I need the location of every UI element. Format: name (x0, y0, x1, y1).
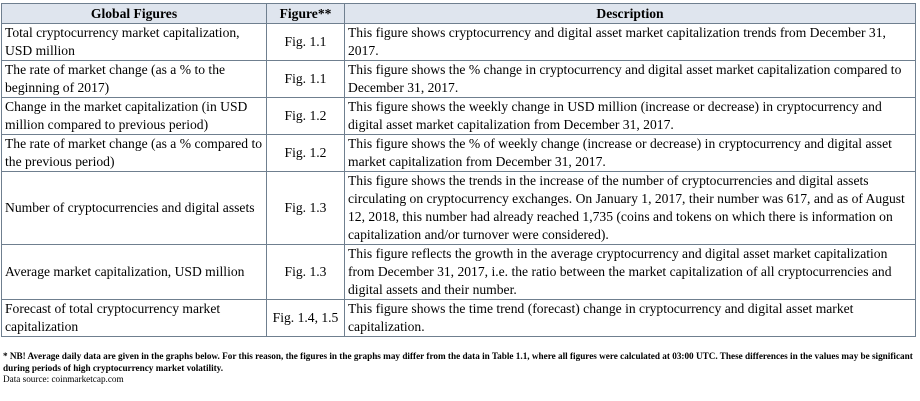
table-row (2, 172, 916, 245)
figure-ref-cell: Fig. 1.1 (267, 61, 345, 98)
description-cell: This figure shows the % change in cryptocurrency and digital asset market capitalization compared to December 31, 2017. (345, 61, 916, 98)
figure-name-cell: Total cryptocurrency market capitalization, USD million (2, 24, 267, 61)
figure-name-cell: Forecast of total cryptocurrency market capitalization (2, 300, 267, 337)
table-row (2, 135, 916, 172)
description-cell: This figure shows the time trend (forecast) change in cryptocurrency and digital asset market capitalization. (345, 300, 916, 337)
figure-ref-cell: Fig. 1.1 (267, 24, 345, 61)
volatility-note: * NB! Average daily data are given in the graphs below. For this reason, the figures in the graphs may differ from the data in Table 1.1, where all figures were calculated at 03:00 UTC. These differences in the values may be significant during periods of high cryptocurrency market volatility. (3, 351, 913, 373)
figure-name-cell: The rate of market change (as a % to the beginning of 2017) (2, 61, 267, 98)
figure-name-cell: Change in the market capitalization (in USD million compared to previous period) (2, 98, 267, 135)
figures-table (1, 3, 916, 337)
figure-ref-cell: Fig. 1.2 (267, 135, 345, 172)
table-row (2, 300, 916, 337)
table-row (2, 98, 916, 135)
figure-ref-cell: Fig. 1.4, 1.5 (267, 300, 345, 337)
description-cell: This figure shows the % of weekly change (increase or decrease) in cryptocurrency and digital asset market capitalization from December 31, 2017. (345, 135, 916, 172)
footnotes (3, 351, 915, 386)
figure-name-cell: The rate of market change (as a % compared to the previous period) (2, 135, 267, 172)
figure-ref-cell: Fig. 1.3 (267, 172, 345, 245)
description-cell: This figure shows cryptocurrency and digital asset market capitalization trends from December 31, 2017. (345, 24, 916, 61)
table-row (2, 61, 916, 98)
header-global-figures: Global Figures (2, 4, 267, 24)
description-cell: This figure shows the trends in the increase of the number of cryptocurrencies and digital assets circulating on cryptocurrency exchanges. On January 1, 2017, their number was 617, and as of August 12, 2018, this number had already reached 1,735 (coins and tokens on which there is information on capitalization and/or turnover were considered). (345, 172, 916, 245)
figure-ref-cell: Fig. 1.2 (267, 98, 345, 135)
table-header-row (2, 4, 916, 24)
header-description: Description (345, 4, 916, 24)
figure-name-cell: Average market capitalization, USD million (2, 245, 267, 300)
description-cell: This figure shows the weekly change in USD million (increase or decrease) in cryptocurrency and digital asset market capitalization from December 31, 2017. (345, 98, 916, 135)
table-row (2, 24, 916, 61)
table-row (2, 245, 916, 300)
header-figure: Figure** (267, 4, 345, 24)
data-source: Data source: coinmarketcap.com (3, 374, 124, 384)
description-cell: This figure reflects the growth in the average cryptocurrency and digital asset market capitalization from December 31, 2017, i.e. the ratio between the market capitalization of all cryptocurrencies and digital assets and their number. (345, 245, 916, 300)
figure-ref-cell: Fig. 1.3 (267, 245, 345, 300)
figure-name-cell: Number of cryptocurrencies and digital assets (2, 172, 267, 245)
